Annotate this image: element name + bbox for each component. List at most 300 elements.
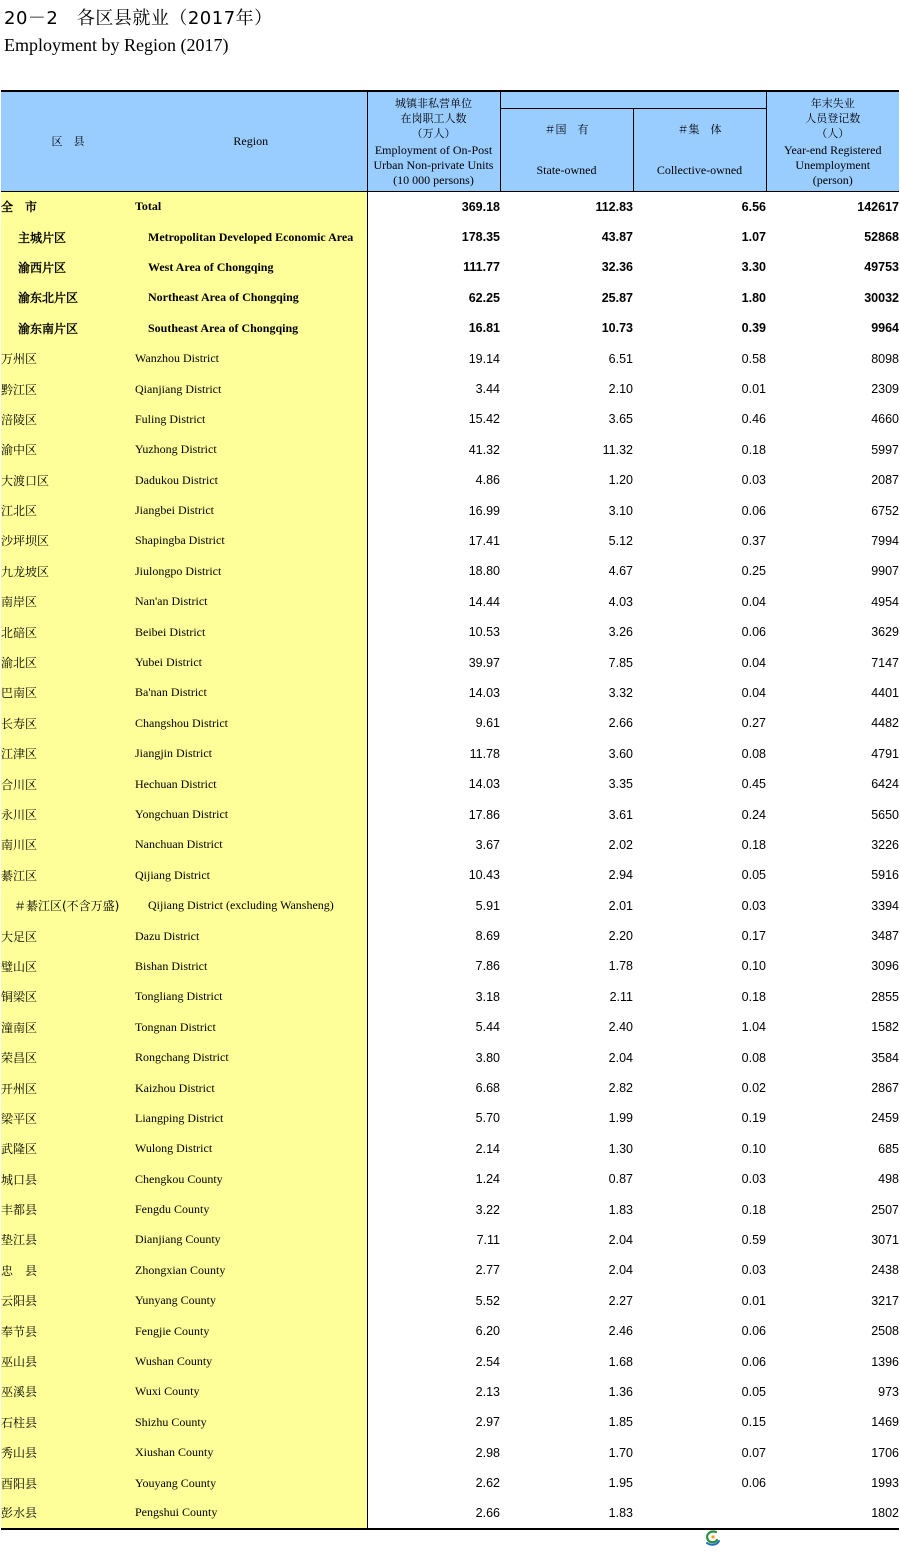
region-name-en: Nanchuan District bbox=[135, 830, 367, 860]
collective-owned-value: 0.18 bbox=[741, 989, 766, 1004]
state-owned-value: 112.83 bbox=[500, 192, 633, 222]
table-row bbox=[1, 830, 899, 860]
employment-value: 9.61 bbox=[367, 708, 500, 738]
district-name-cn: 大渡口区 bbox=[1, 465, 135, 495]
employment-value: 5.44 bbox=[367, 1012, 500, 1042]
state-owned-value: 2.10 bbox=[608, 382, 633, 397]
district-name-cn: 荣昌区 bbox=[1, 1042, 135, 1072]
collective-owned-value: 3.30 bbox=[741, 260, 766, 275]
district-name-cn: 铜梁区 bbox=[1, 982, 135, 1012]
employment-value: 41.32 bbox=[367, 435, 500, 465]
region-name-en: Shapingba District bbox=[135, 526, 367, 556]
unemployment-value: 973 bbox=[878, 1384, 899, 1399]
collective-owned-value: 0.25 bbox=[741, 564, 766, 579]
district-name-cn: 渝东北片区 bbox=[1, 283, 135, 313]
state-owned-value: 1.78 bbox=[608, 959, 633, 974]
state-owned-value: 1.70 bbox=[608, 1445, 633, 1460]
table-row bbox=[1, 708, 899, 738]
employment-value: 19.14 bbox=[367, 343, 500, 373]
employment-value: 2.54 bbox=[367, 1346, 500, 1376]
unemployment-value: 2855 bbox=[871, 989, 899, 1004]
state-owned-value: 1.95 bbox=[608, 1476, 633, 1491]
district-name-cn: 九龙坡区 bbox=[1, 556, 135, 586]
unemployment-value: 6424 bbox=[871, 777, 899, 792]
state-owned-value: 3.60 bbox=[608, 746, 633, 761]
district-name-cn: 南川区 bbox=[1, 830, 135, 860]
unemployment-value: 2309 bbox=[871, 382, 899, 397]
table-row bbox=[1, 1042, 899, 1072]
unemployment-value: 3217 bbox=[871, 1293, 899, 1308]
employment-value: 5.91 bbox=[367, 890, 500, 920]
collective-owned-value: 0.06 bbox=[741, 625, 766, 640]
employment-value: 2.62 bbox=[367, 1468, 500, 1498]
employment-value: 2.97 bbox=[367, 1407, 500, 1437]
collective-owned-value: 0.03 bbox=[741, 898, 766, 913]
region-name-en: Youyang County bbox=[135, 1468, 367, 1498]
employment-value: 4.86 bbox=[367, 465, 500, 495]
state-owned-value: 2.27 bbox=[608, 1293, 633, 1308]
unemployment-value: 3629 bbox=[871, 625, 899, 640]
district-name-cn: 渝东南片区 bbox=[1, 313, 135, 343]
state-owned-value: 2.82 bbox=[608, 1081, 633, 1096]
employment-value: 3.80 bbox=[367, 1042, 500, 1072]
collective-owned-value: 0.06 bbox=[741, 1354, 766, 1369]
table-row bbox=[1, 1316, 899, 1346]
district-name-cn: 巴南区 bbox=[1, 678, 135, 708]
table-row bbox=[1, 1377, 899, 1407]
table-row bbox=[1, 495, 899, 525]
state-owned-value: 3.32 bbox=[608, 685, 633, 700]
district-name-cn: 渝西片区 bbox=[1, 252, 135, 282]
unemployment-value: 1802 bbox=[766, 1498, 899, 1528]
table-row bbox=[1, 587, 899, 617]
state-owned-value: 1.85 bbox=[608, 1415, 633, 1430]
table-row bbox=[1, 1255, 899, 1285]
unemployment-value: 2087 bbox=[871, 473, 899, 488]
employment-value: 14.44 bbox=[367, 587, 500, 617]
region-name-en: Rongchang District bbox=[135, 1042, 367, 1072]
employment-value: 178.35 bbox=[367, 222, 500, 252]
state-owned-value: 1.30 bbox=[608, 1141, 633, 1156]
unemployment-value: 5997 bbox=[871, 442, 899, 457]
table-row bbox=[1, 1073, 899, 1103]
region-name-en: Fuling District bbox=[135, 404, 367, 434]
unemployment-value: 4482 bbox=[871, 716, 899, 731]
employment-value: 2.98 bbox=[367, 1438, 500, 1468]
collective-owned-value: 0.19 bbox=[741, 1111, 766, 1126]
collective-owned-value: 0.04 bbox=[741, 594, 766, 609]
district-name-cn: 渝北区 bbox=[1, 647, 135, 677]
collective-owned-value: 0.03 bbox=[741, 1263, 766, 1278]
region-name-en: Yongchuan District bbox=[135, 799, 367, 829]
region-name-en: Wuxi County bbox=[135, 1377, 367, 1407]
employment-value: 3.22 bbox=[367, 1194, 500, 1224]
state-owned-value: 3.26 bbox=[608, 625, 633, 640]
unemployment-value: 4401 bbox=[871, 685, 899, 700]
employment-value: 7.11 bbox=[367, 1225, 500, 1255]
employment-value: 14.03 bbox=[367, 678, 500, 708]
district-name-cn: 渝中区 bbox=[1, 435, 135, 465]
employment-table bbox=[1, 90, 899, 1530]
unemployment-value: 1706 bbox=[871, 1445, 899, 1460]
state-owned-value: 1.20 bbox=[608, 473, 633, 488]
region-name-en: Fengdu County bbox=[135, 1194, 367, 1224]
unemployment-value: 1469 bbox=[871, 1415, 899, 1430]
region-name-en: Kaizhou District bbox=[135, 1073, 367, 1103]
collective-owned-value: 0.05 bbox=[741, 868, 766, 883]
collective-owned-value: 0.02 bbox=[741, 1081, 766, 1096]
state-owned-value: 1.99 bbox=[608, 1111, 633, 1126]
employment-value: 14.03 bbox=[367, 769, 500, 799]
employment-value: 7.86 bbox=[367, 951, 500, 981]
region-name-en: Wanzhou District bbox=[135, 343, 367, 373]
table-row bbox=[1, 1225, 899, 1255]
state-owned-value: 1.83 bbox=[608, 1202, 633, 1217]
collective-owned-value: 1.07 bbox=[741, 230, 766, 245]
collective-owned-value: 0.39 bbox=[741, 321, 766, 336]
district-name-cn: 长寿区 bbox=[1, 708, 135, 738]
district-name-cn: 梁平区 bbox=[1, 1103, 135, 1133]
region-name-en: Metropolitan Developed Economic Area bbox=[135, 222, 367, 252]
region-name-en: Shizhu County bbox=[135, 1407, 367, 1437]
region-name-en: Pengshui County bbox=[135, 1498, 367, 1528]
region-name-en: Qianjiang District bbox=[135, 374, 367, 404]
state-owned-value: 2.40 bbox=[608, 1020, 633, 1035]
district-name-cn: 綦江区 bbox=[1, 860, 135, 890]
state-owned-value: 11.32 bbox=[602, 442, 633, 457]
region-name-en: West Area of Chongqing bbox=[135, 252, 367, 282]
table-row bbox=[1, 313, 899, 343]
district-name-cn: 沙坪坝区 bbox=[1, 526, 135, 556]
state-owned-value: 7.85 bbox=[608, 655, 633, 670]
state-owned-value: 3.65 bbox=[608, 412, 633, 427]
table-title-en: Employment by Region (2017) bbox=[4, 35, 229, 55]
table-row bbox=[1, 678, 899, 708]
unemployment-value: 5650 bbox=[871, 807, 899, 822]
table-row bbox=[1, 1286, 899, 1316]
collective-owned-value: 0.18 bbox=[741, 837, 766, 852]
region-name-en: Liangping District bbox=[135, 1103, 367, 1133]
collective-owned-value: 0.08 bbox=[741, 746, 766, 761]
employment-value: 16.99 bbox=[367, 495, 500, 525]
collective-owned-value: 0.04 bbox=[741, 655, 766, 670]
district-name-cn: 石柱县 bbox=[1, 1407, 135, 1437]
state-owned-value: 1.36 bbox=[608, 1384, 633, 1399]
region-name-en: Zhongxian County bbox=[135, 1255, 367, 1285]
table-row bbox=[1, 556, 899, 586]
unemployment-value: 6752 bbox=[871, 503, 899, 518]
employment-value: 6.20 bbox=[367, 1316, 500, 1346]
collective-owned-value: 0.04 bbox=[741, 685, 766, 700]
table-row bbox=[1, 739, 899, 769]
state-owned-value: 4.67 bbox=[608, 564, 633, 579]
table-row bbox=[1, 526, 899, 556]
state-owned-value: 1.83 bbox=[500, 1498, 633, 1528]
employment-value: 5.52 bbox=[367, 1286, 500, 1316]
table-row bbox=[1, 1498, 899, 1528]
unemployment-value: 3071 bbox=[871, 1232, 899, 1247]
state-owned-value: 3.35 bbox=[608, 777, 633, 792]
district-name-cn: 秀山县 bbox=[1, 1438, 135, 1468]
state-owned-value: 0.87 bbox=[608, 1172, 633, 1187]
district-name-cn: 合川区 bbox=[1, 769, 135, 799]
table-row bbox=[1, 465, 899, 495]
collective-owned-value: 0.03 bbox=[741, 1172, 766, 1187]
employment-value: 16.81 bbox=[367, 313, 500, 343]
unemployment-value: 5916 bbox=[871, 868, 899, 883]
district-name-cn: 奉节县 bbox=[1, 1316, 135, 1346]
region-name-en: Beibei District bbox=[135, 617, 367, 647]
collective-owned-value: 0.10 bbox=[741, 1141, 766, 1156]
region-name-en: Nan'an District bbox=[135, 587, 367, 617]
table-row bbox=[1, 252, 899, 282]
unemployment-value: 498 bbox=[878, 1172, 899, 1187]
unemployment-value: 1993 bbox=[871, 1476, 899, 1491]
region-name-en: Total bbox=[135, 192, 367, 222]
district-name-cn: 万州区 bbox=[1, 343, 135, 373]
table-row bbox=[1, 860, 899, 890]
state-owned-value: 2.04 bbox=[608, 1232, 633, 1247]
employment-value: 2.77 bbox=[367, 1255, 500, 1285]
employment-value: 1.24 bbox=[367, 1164, 500, 1194]
district-name-cn: 酉阳县 bbox=[1, 1468, 135, 1498]
state-owned-value: 2.01 bbox=[608, 898, 633, 913]
unemployment-value: 9964 bbox=[871, 321, 899, 336]
unemployment-value: 7147 bbox=[871, 655, 899, 670]
employment-value: 10.53 bbox=[367, 617, 500, 647]
district-name-cn: 永川区 bbox=[1, 799, 135, 829]
table-row bbox=[1, 617, 899, 647]
district-name-cn: 黔江区 bbox=[1, 374, 135, 404]
collective-owned-value: 0.17 bbox=[741, 929, 766, 944]
employment-value: 5.70 bbox=[367, 1103, 500, 1133]
district-name-cn: 开州区 bbox=[1, 1073, 135, 1103]
region-name-en: Yuzhong District bbox=[135, 435, 367, 465]
collective-owned-value: 0.59 bbox=[741, 1232, 766, 1247]
district-name-cn: 璧山区 bbox=[1, 951, 135, 981]
collective-owned-value: 0.10 bbox=[741, 959, 766, 974]
collective-owned-value: 0.24 bbox=[741, 807, 766, 822]
table-row bbox=[1, 1346, 899, 1376]
table-row bbox=[1, 1468, 899, 1498]
state-owned-value: 2.20 bbox=[608, 929, 633, 944]
state-owned-value: 2.11 bbox=[609, 989, 633, 1004]
employment-value: 2.14 bbox=[367, 1134, 500, 1164]
collective-owned-value: 0.06 bbox=[741, 503, 766, 518]
region-name-en: Changshou District bbox=[135, 708, 367, 738]
region-name-en: Wushan County bbox=[135, 1346, 367, 1376]
district-name-cn: 大足区 bbox=[1, 921, 135, 951]
state-owned-value: 2.04 bbox=[608, 1263, 633, 1278]
unemployment-value: 8098 bbox=[871, 351, 899, 366]
district-name-cn: ＃綦江区(不含万盛) bbox=[1, 890, 135, 920]
collective-owned-value: 1.80 bbox=[741, 290, 766, 305]
table-row bbox=[1, 374, 899, 404]
district-name-cn: 垫江县 bbox=[1, 1225, 135, 1255]
table-row bbox=[1, 1407, 899, 1437]
header-district-cn: 区 县 bbox=[1, 91, 135, 192]
unemployment-value: 4791 bbox=[871, 746, 899, 761]
collective-owned-value: 0.06 bbox=[741, 1476, 766, 1491]
state-owned-value: 4.03 bbox=[608, 594, 633, 609]
employment-value: 18.80 bbox=[367, 556, 500, 586]
state-owned-value: 1.68 bbox=[608, 1354, 633, 1369]
table-row bbox=[1, 921, 899, 951]
employment-value: 3.18 bbox=[367, 982, 500, 1012]
unemployment-value: 49753 bbox=[864, 260, 899, 275]
collective-owned-value: 0.01 bbox=[741, 382, 766, 397]
table-row bbox=[1, 1438, 899, 1468]
employment-value: 369.18 bbox=[367, 192, 500, 222]
unemployment-value: 3487 bbox=[871, 929, 899, 944]
table-row bbox=[1, 1194, 899, 1224]
district-name-cn: 全 市 bbox=[1, 192, 135, 222]
unemployment-value: 2459 bbox=[871, 1111, 899, 1126]
employment-value: 111.77 bbox=[367, 252, 500, 282]
state-owned-value: 6.51 bbox=[608, 351, 633, 366]
district-name-cn: 北碚区 bbox=[1, 617, 135, 647]
region-name-en: Jiangbei District bbox=[135, 495, 367, 525]
region-name-en: Bishan District bbox=[135, 951, 367, 981]
district-name-cn: 彭水县 bbox=[1, 1498, 135, 1528]
district-name-cn: 南岸区 bbox=[1, 587, 135, 617]
table-row bbox=[1, 435, 899, 465]
employment-value: 2.13 bbox=[367, 1377, 500, 1407]
unemployment-value: 9907 bbox=[871, 564, 899, 579]
region-name-en: Jiulongpo District bbox=[135, 556, 367, 586]
unemployment-value: 3584 bbox=[871, 1050, 899, 1065]
employment-value: 3.67 bbox=[367, 830, 500, 860]
table-row bbox=[1, 1012, 899, 1042]
region-name-en: Tongliang District bbox=[135, 982, 367, 1012]
employment-value: 17.41 bbox=[367, 526, 500, 556]
unemployment-value: 1396 bbox=[871, 1354, 899, 1369]
employment-value: 39.97 bbox=[367, 647, 500, 677]
table-row bbox=[1, 769, 899, 799]
state-owned-value: 3.61 bbox=[608, 807, 633, 822]
district-name-cn: 巫山县 bbox=[1, 1346, 135, 1376]
table-row bbox=[1, 799, 899, 829]
collective-owned-value: 0.07 bbox=[741, 1445, 766, 1460]
unemployment-value: 4660 bbox=[871, 412, 899, 427]
employment-value: 10.43 bbox=[367, 860, 500, 890]
district-name-cn: 城口县 bbox=[1, 1164, 135, 1194]
unemployment-value: 3394 bbox=[871, 898, 899, 913]
region-name-en: Hechuan District bbox=[135, 769, 367, 799]
state-owned-value: 2.66 bbox=[608, 716, 633, 731]
table-title-cn: 20－2 各区县就业（2017年） bbox=[4, 8, 273, 29]
table-row bbox=[1, 404, 899, 434]
region-name-en: Qijiang District bbox=[135, 860, 367, 890]
collective-owned-value: 0.27 bbox=[741, 716, 766, 731]
region-name-en: Yubei District bbox=[135, 647, 367, 677]
region-name-en: Dazu District bbox=[135, 921, 367, 951]
collective-owned-value: 0.45 bbox=[741, 777, 766, 792]
region-name-en: Southeast Area of Chongqing bbox=[135, 313, 367, 343]
state-owned-value: 3.10 bbox=[608, 503, 633, 518]
region-name-en: Fengjie County bbox=[135, 1316, 367, 1346]
state-owned-value: 5.12 bbox=[608, 533, 633, 548]
collective-owned-value: 0.37 bbox=[741, 533, 766, 548]
table-row bbox=[1, 1164, 899, 1194]
table-row bbox=[1, 951, 899, 981]
employment-value: 8.69 bbox=[367, 921, 500, 951]
district-name-cn: 江津区 bbox=[1, 739, 135, 769]
district-name-cn: 涪陵区 bbox=[1, 404, 135, 434]
unemployment-value: 1582 bbox=[871, 1020, 899, 1035]
site-logo-icon bbox=[702, 1528, 722, 1548]
region-name-en: Qijiang District (excluding Wansheng) bbox=[135, 890, 367, 920]
table-row bbox=[1, 1134, 899, 1164]
unemployment-value: 2508 bbox=[871, 1324, 899, 1339]
employment-value: 17.86 bbox=[367, 799, 500, 829]
region-name-en: Chengkou County bbox=[135, 1164, 367, 1194]
state-owned-value: 25.87 bbox=[601, 290, 633, 305]
unemployment-value: 30032 bbox=[864, 290, 899, 305]
collective-owned-value: 6.56 bbox=[633, 192, 766, 222]
district-name-cn: 忠 县 bbox=[1, 1255, 135, 1285]
region-name-en: Jiangjin District bbox=[135, 739, 367, 769]
table-row bbox=[1, 192, 899, 222]
state-owned-value: 2.46 bbox=[608, 1324, 633, 1339]
employment-value: 3.44 bbox=[367, 374, 500, 404]
region-name-en: Ba'nan District bbox=[135, 678, 367, 708]
state-owned-value: 2.94 bbox=[608, 868, 633, 883]
collective-owned-value: 0.15 bbox=[741, 1415, 766, 1430]
table-row bbox=[1, 890, 899, 920]
header-unemployment: 年末失业 人员登记数 （人） Year-end Registered Unemployment (person) bbox=[766, 91, 899, 192]
unemployment-value: 2507 bbox=[871, 1202, 899, 1217]
collective-owned-value bbox=[633, 1498, 766, 1528]
state-owned-value: 43.87 bbox=[601, 230, 633, 245]
unemployment-value: 2867 bbox=[871, 1081, 899, 1096]
table-row bbox=[1, 283, 899, 313]
collective-owned-value: 0.03 bbox=[741, 473, 766, 488]
district-name-cn: 丰都县 bbox=[1, 1194, 135, 1224]
employment-value: 15.42 bbox=[367, 404, 500, 434]
state-owned-value: 2.02 bbox=[608, 837, 633, 852]
collective-owned-value: 0.05 bbox=[741, 1384, 766, 1399]
region-name-en: Dadukou District bbox=[135, 465, 367, 495]
collective-owned-value: 0.18 bbox=[741, 1202, 766, 1217]
unemployment-value: 142617 bbox=[766, 192, 899, 222]
collective-owned-value: 0.01 bbox=[741, 1293, 766, 1308]
state-owned-value: 2.04 bbox=[608, 1050, 633, 1065]
employment-value: 2.66 bbox=[367, 1498, 500, 1528]
collective-owned-value: 0.18 bbox=[741, 442, 766, 457]
state-owned-value: 32.36 bbox=[601, 260, 633, 275]
table-body bbox=[1, 192, 899, 1529]
unemployment-value: 3226 bbox=[871, 837, 899, 852]
district-name-cn: 武隆区 bbox=[1, 1134, 135, 1164]
region-name-en: Yunyang County bbox=[135, 1286, 367, 1316]
table-row bbox=[1, 1103, 899, 1133]
header-region-en: Region bbox=[135, 91, 367, 192]
district-name-cn: 潼南区 bbox=[1, 1012, 135, 1042]
district-name-cn: 云阳县 bbox=[1, 1286, 135, 1316]
state-owned-value: 10.73 bbox=[601, 321, 633, 336]
collective-owned-value: 0.08 bbox=[741, 1050, 766, 1065]
district-name-cn: 江北区 bbox=[1, 495, 135, 525]
header-employment-sub-blank bbox=[500, 91, 766, 109]
unemployment-value: 7994 bbox=[871, 533, 899, 548]
region-name-en: Northeast Area of Chongqing bbox=[135, 283, 367, 313]
unemployment-value: 52868 bbox=[864, 230, 899, 245]
table-row bbox=[1, 647, 899, 677]
collective-owned-value: 0.46 bbox=[741, 412, 766, 427]
employment-value: 6.68 bbox=[367, 1073, 500, 1103]
collective-owned-value: 0.06 bbox=[741, 1324, 766, 1339]
